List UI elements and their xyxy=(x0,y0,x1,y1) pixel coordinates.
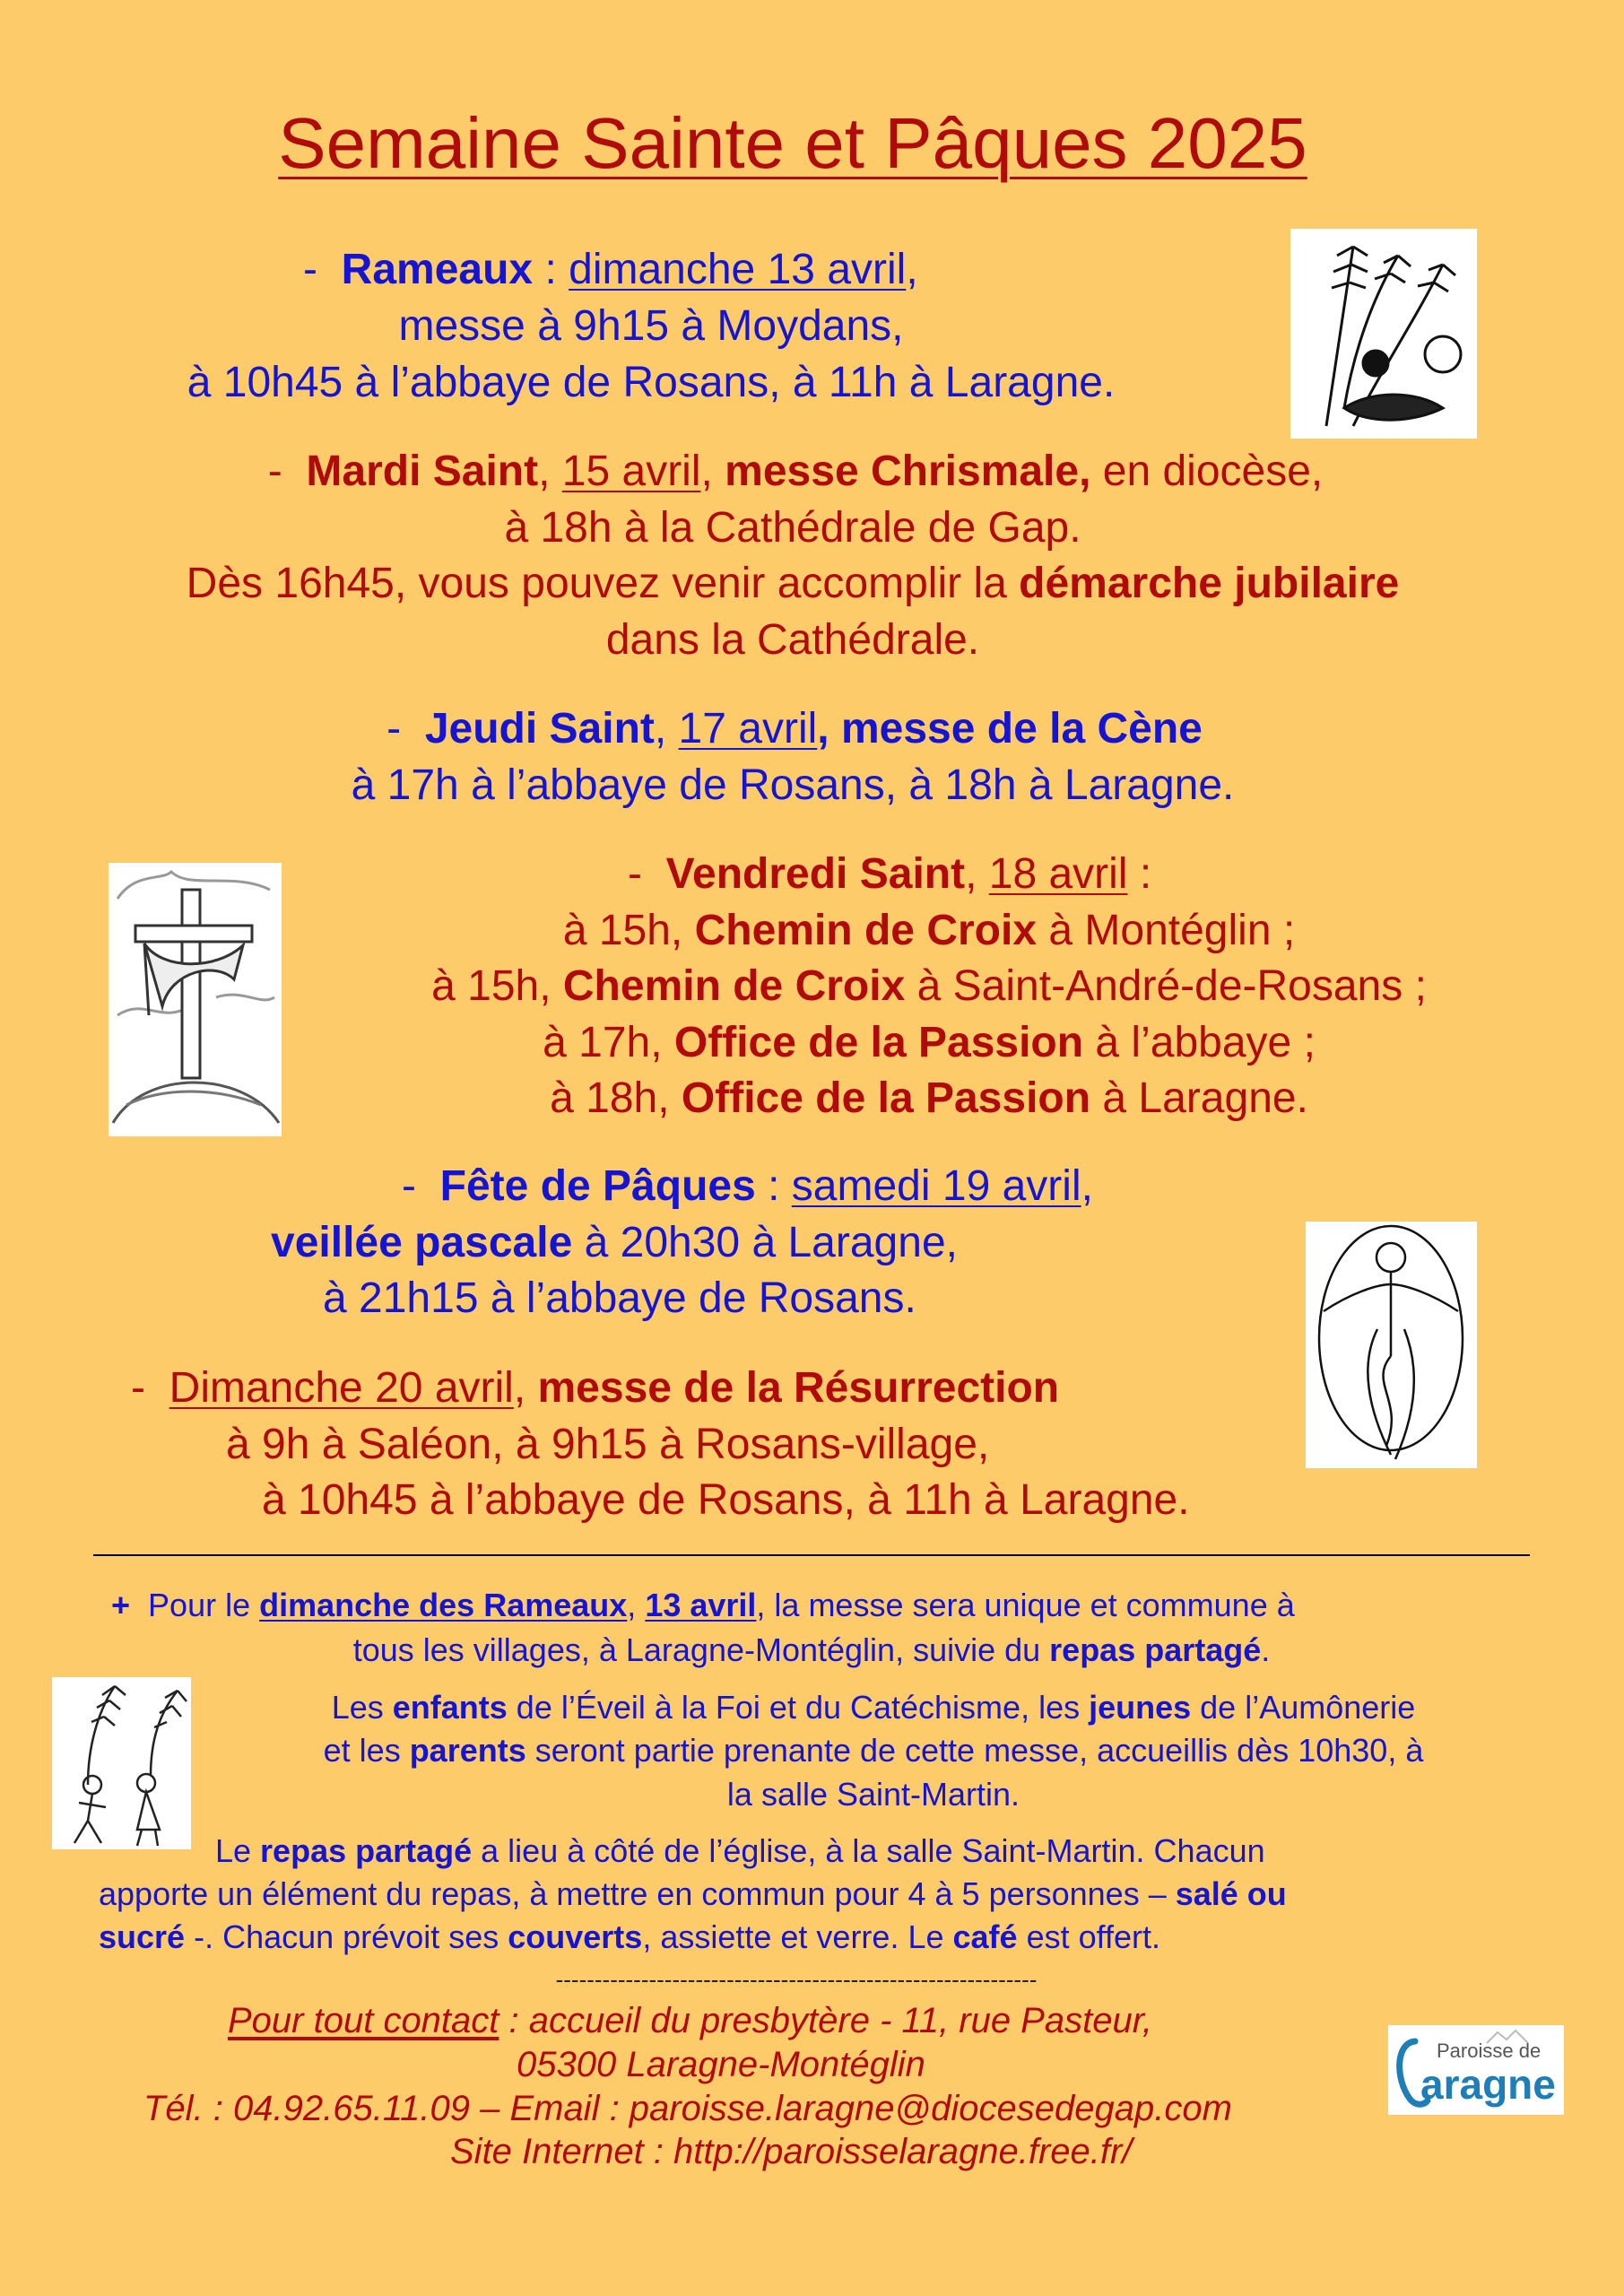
contact-line-4: Site Internet : http://paroisselaragne.free.fr/ xyxy=(450,2132,1133,2171)
paques-line-2: veillée pascale à 20h30 à Laragne, xyxy=(271,1219,958,1266)
palm-sunday-illustration xyxy=(1290,229,1477,439)
contact-line-1: Pour tout contact : accueil du presbytère - 11, rue Pasteur, xyxy=(228,2001,1152,2040)
children-with-palms-icon xyxy=(52,1677,191,1849)
logo-top-text: Paroisse de xyxy=(1437,2039,1541,2062)
resurrection-illustration xyxy=(1306,1222,1477,1468)
mardi-line-3: Dès 16h45, vous pouvez venir accomplir la démarche jubilaire xyxy=(186,560,1400,607)
rameaux-line-2: messe à 9h15 à Moydans, xyxy=(398,302,904,350)
contact-line-2: 05300 Laragne-Montéglin xyxy=(517,2045,925,2084)
vendredi-line-5: à 18h, Office de la Passion à Laragne. xyxy=(550,1074,1308,1122)
rameaux-line-3: à 10h45 à l’abbaye de Rosans, à 11h à Laragne. xyxy=(187,359,1116,406)
vendredi-line-4: à 17h, Office de la Passion à l’abbaye ; xyxy=(543,1019,1316,1066)
parish-logo xyxy=(1388,2025,1564,2115)
cross-illustration xyxy=(109,863,282,1136)
note-line-7: apporte un élément du repas, à mettre en commun pour 4 à 5 personnes – salé ou xyxy=(99,1875,1287,1912)
palm-branches-icon xyxy=(1290,229,1477,439)
note-line-5: la salle Saint-Martin. xyxy=(726,1776,1020,1813)
mardi-line-2: à 18h à la Cathédrale de Gap. xyxy=(504,504,1081,552)
note-line-1: + Pour le dimanche des Rameaux, 13 avril, la messe sera unique et commune à xyxy=(111,1587,1295,1623)
paques-line-1: - Fête de Pâques : samedi 19 avril, xyxy=(402,1162,1093,1210)
section-divider xyxy=(93,1554,1530,1556)
note-line-4: et les parents seront partie prenante de cette messe, accueillis dès 10h30, à xyxy=(323,1732,1424,1769)
dashed-separator: -------------------------------------------------------------- xyxy=(555,1966,1038,1993)
rameaux-date: dimanche 13 avril xyxy=(569,246,907,293)
note-line-3: Les enfants de l’Éveil à la Foi et du Catéchisme, les jeunes de l’Aumônerie xyxy=(331,1689,1416,1726)
logo-main-text: aragne xyxy=(1420,2061,1556,2108)
parish-logo-graphic xyxy=(1388,2025,1564,2115)
plus-icon: + xyxy=(111,1587,131,1623)
contact-line-3: Tél. : 04.92.65.11.09 – Email : paroisse.laragne@diocesedegap.com xyxy=(143,2089,1232,2128)
resurrection-line-3: à 10h45 à l’abbaye de Rosans, à 11h à Laragne. xyxy=(262,1476,1190,1524)
jeudi-line-2: à 17h à l’abbaye de Rosans, à 18h à Laragne. xyxy=(351,761,1235,809)
risen-christ-icon xyxy=(1306,1222,1477,1468)
resurrection-line-1: - Dimanche 20 avril, messe de la Résurrection xyxy=(131,1364,1060,1412)
cross-icon xyxy=(109,863,282,1136)
vendredi-line-2: à 15h, Chemin de Croix à Montéglin ; xyxy=(562,907,1296,954)
vendredi-line-1: - Vendredi Saint, 18 avril : xyxy=(628,850,1152,898)
note-line-6: Le repas partagé a lieu à côté de l’église, à la salle Saint-Martin. Chacun xyxy=(215,1832,1265,1869)
mardi-line-4: dans la Cathédrale. xyxy=(605,616,980,664)
note-line-2: tous les villages, à Laragne-Montéglin, suivie du repas partagé. xyxy=(352,1631,1271,1668)
note-line-8: sucré -. Chacun prévoit ses couverts, assiette et verre. Le café est offert. xyxy=(99,1918,1160,1955)
children-palms-illustration xyxy=(52,1677,191,1849)
vendredi-line-3: à 15h, Chemin de Croix à Saint-André-de-Rosans ; xyxy=(431,962,1427,1010)
mardi-line-1: - Mardi Saint, 15 avril, messe Chrismale, en diocèse, xyxy=(267,448,1324,495)
resurrection-line-2: à 9h à Saléon, à 9h15 à Rosans-village, xyxy=(226,1421,990,1468)
page-title: Semaine Sainte et Pâques 2025 xyxy=(278,103,1307,183)
rameaux-line-1: - Rameaux : dimanche 13 avril, xyxy=(303,246,918,293)
paques-line-3: à 21h15 à l’abbaye de Rosans. xyxy=(323,1274,916,1322)
jeudi-line-1: - Jeudi Saint, 17 avril, messe de la Cène xyxy=(386,705,1203,752)
rameaux-title: Rameaux xyxy=(341,246,534,293)
